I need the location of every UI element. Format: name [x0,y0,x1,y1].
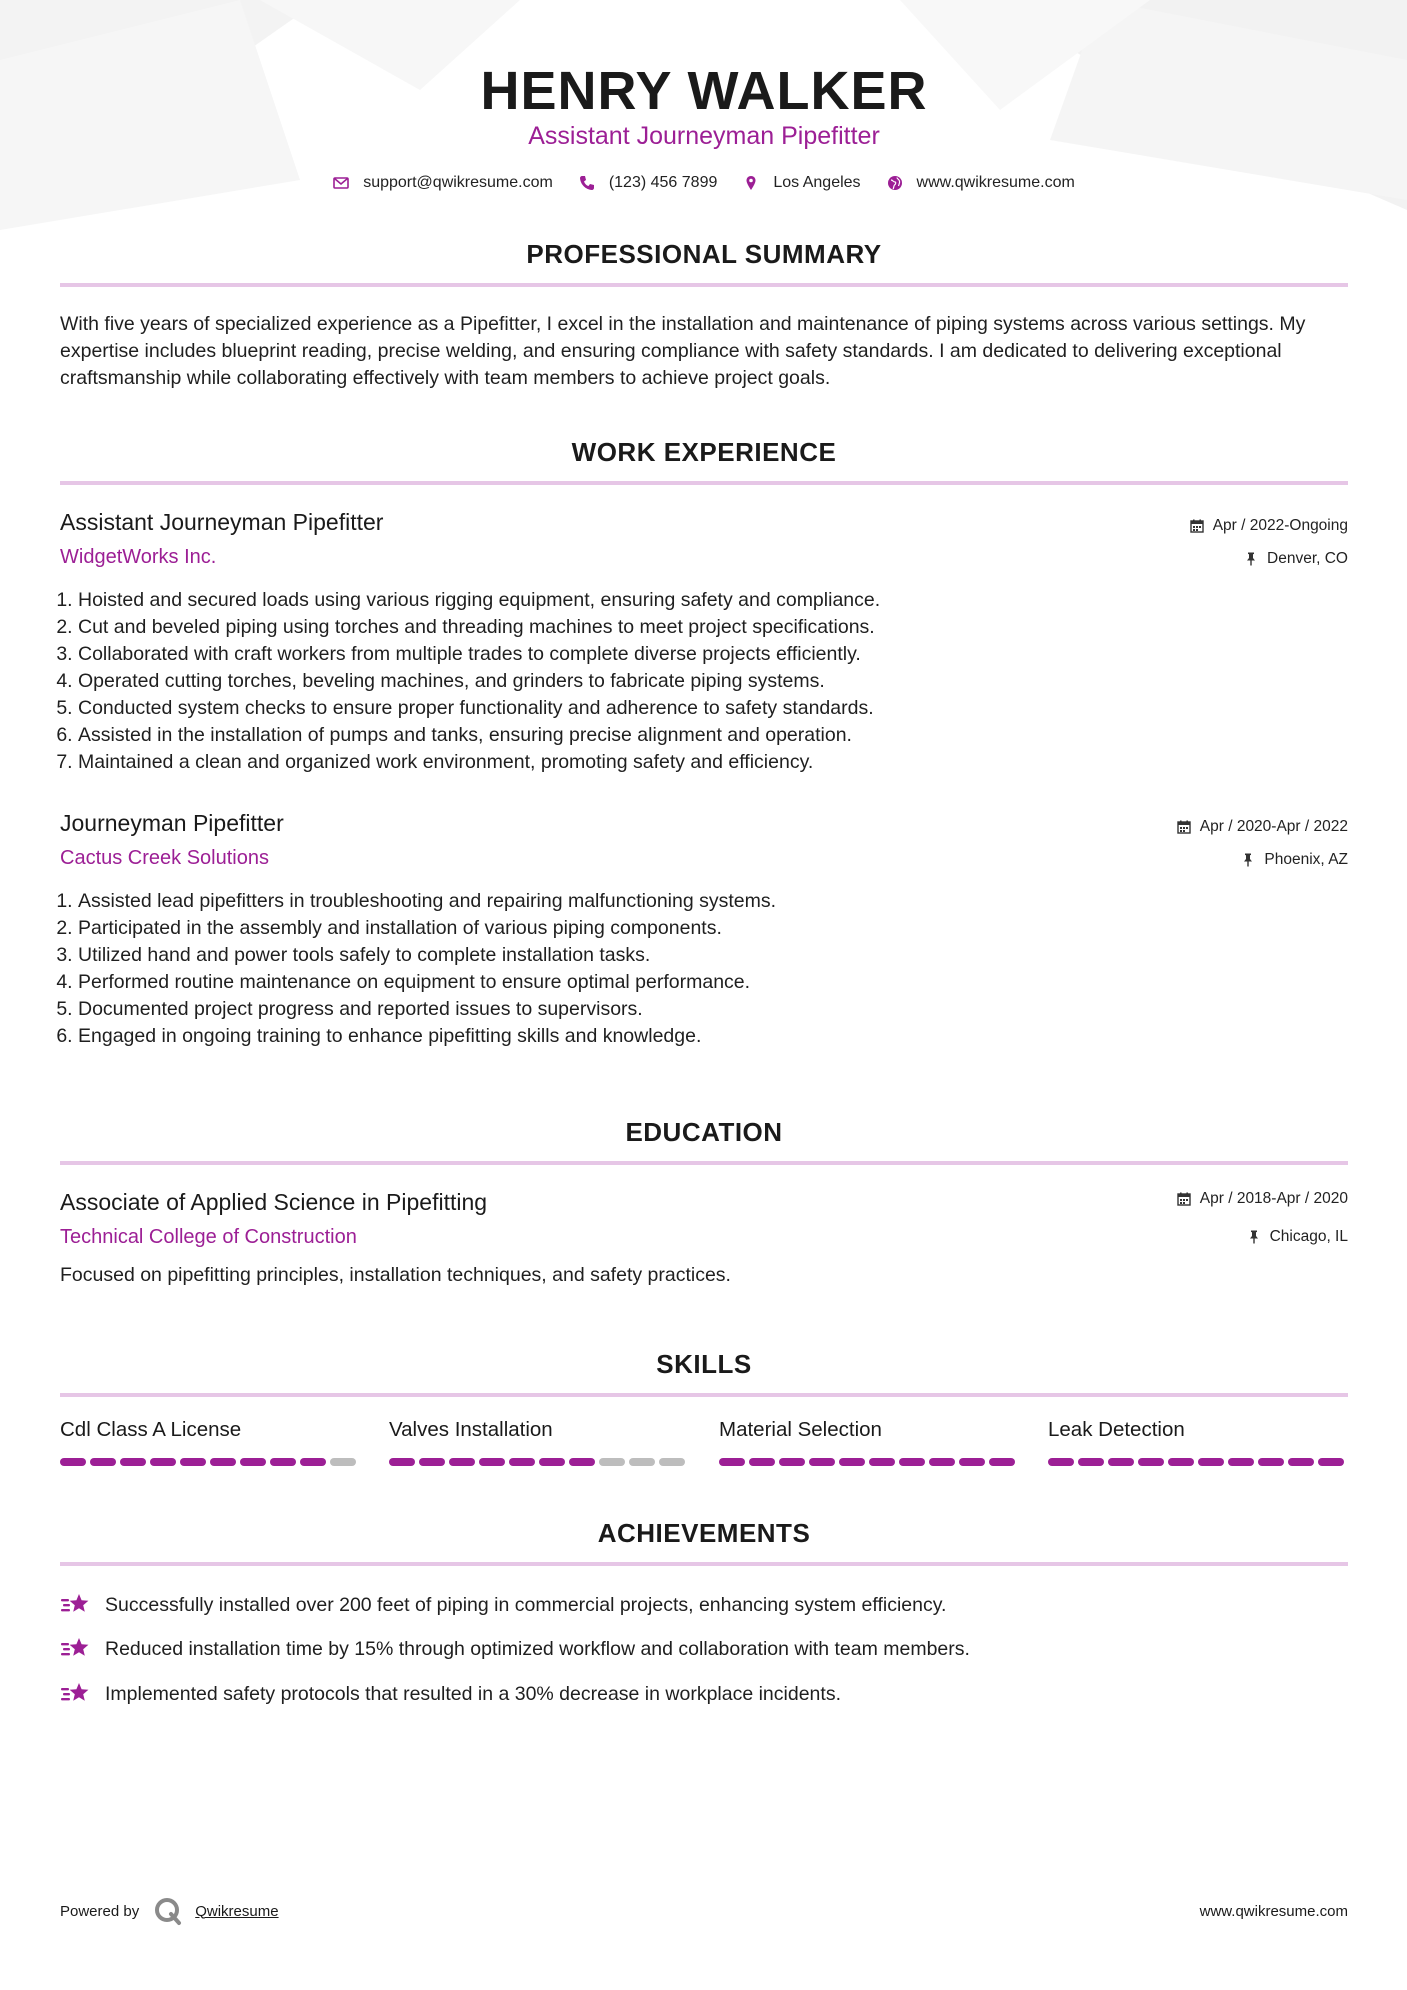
job-responsibilities [60,888,1348,1050]
list-item: 2. Participated in the assembly and installation of various piping components. [78,915,1348,942]
skill-dot-filled [150,1458,176,1466]
list-item: 4. Operated cutting torches, beveling machines, and grinders to fabricate piping systems. [78,668,1348,695]
candidate-role: Assistant Journeyman Pipefitter [528,122,880,150]
achievement-item [60,1635,970,1663]
achievement-text: Reduced installation time by 15% through optimized workflow and collaboration with team members. [105,1637,970,1660]
skill-item [1048,1418,1348,1466]
list-item: 1. Hoisted and secured loads using various rigging equipment, ensuring safety and compliance. [78,587,1348,614]
summary-divider [60,283,1348,287]
powered-by-label: Powered by [60,1902,140,1920]
skill-dot-filled [539,1458,565,1466]
degree-title: Associate of Applied Science in Pipefitting [60,1189,488,1215]
skill-level-bar [719,1458,1019,1466]
contact-email[interactable] [333,174,553,192]
skill-dot-filled [120,1458,146,1466]
skill-dot-filled [479,1458,505,1466]
skills-divider [60,1393,1348,1397]
qwikresume-link[interactable]: Qwikresume [195,1902,279,1920]
skill-dot-filled [449,1458,475,1466]
skill-dot-filled [389,1458,415,1466]
skill-item [719,1418,1019,1466]
email-text: support@qwikresume.com [363,174,553,191]
contact-website[interactable] [887,174,1075,192]
skill-dot-filled [270,1458,296,1466]
achievement-text: Implemented safety protocols that resulted in a 30% decrease in workplace incidents. [105,1682,841,1705]
skill-dot-filled [60,1458,86,1466]
job-dates [1190,517,1348,535]
calendar-icon [1190,519,1204,533]
education-heading: EDUCATION [625,1117,783,1147]
pushpin-icon [1241,853,1255,867]
footer [60,1896,1348,1926]
skill-dot-empty [330,1458,356,1466]
calendar-icon [1177,1192,1191,1206]
job-dates-text: Apr / 2022-Ongoing [1212,517,1348,534]
phone-icon [579,175,595,191]
skill-dot-filled [210,1458,236,1466]
skill-name: Material Selection [719,1418,882,1441]
skill-level-bar [1048,1458,1348,1466]
skill-item [389,1418,689,1466]
contact-phone[interactable] [579,174,718,192]
skill-dot-filled [180,1458,206,1466]
education-divider [60,1161,1348,1165]
job-location [1241,851,1348,869]
skill-dot-filled [839,1458,865,1466]
education-location [1247,1228,1348,1246]
education-description: Focused on pipefitting principles, installation techniques, and safety practices. [60,1264,731,1286]
phone-text: (123) 456 7899 [608,174,718,191]
pushpin-icon [1244,552,1258,566]
skills-heading: SKILLS [656,1349,752,1379]
skill-dot-filled [749,1458,775,1466]
list-item: 7. Maintained a clean and organized work environment, promoting safety and efficiency. [78,749,1348,776]
pushpin-icon [1247,1230,1261,1244]
globe-icon [887,175,903,191]
skill-dot-filled [509,1458,535,1466]
skill-dot-filled [1138,1458,1164,1466]
school-name: Technical College of Construction [60,1226,357,1248]
summary-text: With five years of specialized experience as a Pipefitter, I excel in the installation and maintenance of piping systems across various settings. My expertise includes blueprint reading, precise welding, and ensuring compliance with safety standards. I am dedicated to delivering exceptional craftsmanship while collaborating effectively with team members to achieve project goals. [60,313,1306,389]
skill-dot-filled [809,1458,835,1466]
achievements-heading: ACHIEVEMENTS [597,1518,811,1548]
list-item: 2. Cut and beveled piping using torches and threading machines to meet project specifications. [78,614,1348,641]
shooting-star-icon [60,1635,92,1663]
envelope-icon [333,175,349,191]
list-item: 6. Engaged in ongoing training to enhance pipefitting skills and knowledge. [78,1023,1348,1050]
list-item: 3. Utilized hand and power tools safely to complete installation tasks. [78,942,1348,969]
skill-dot-filled [1318,1458,1344,1466]
skill-dot-filled [1228,1458,1254,1466]
achievement-item [60,1591,946,1619]
job-location [1244,550,1348,568]
skill-dot-filled [899,1458,925,1466]
education-location-text: Chicago, IL [1269,1228,1348,1245]
list-item: 4. Performed routine maintenance on equipment to ensure optimal performance. [78,969,1348,996]
achievement-text: Successfully installed over 200 feet of piping in commercial projects, enhancing system efficiency. [105,1593,947,1616]
qwikresume-logo-icon [153,1896,183,1926]
skill-item [60,1418,360,1466]
job-title: Journeyman Pipefitter [60,810,284,836]
job-location-text: Phoenix, AZ [1264,851,1348,868]
skill-dot-filled [1048,1458,1074,1466]
skill-dot-filled [719,1458,745,1466]
list-item: 6. Assisted in the installation of pumps and tanks, ensuring precise alignment and operation. [78,722,1348,749]
calendar-icon [1177,820,1191,834]
contact-bar [60,174,1348,192]
skill-dot-filled [779,1458,805,1466]
skill-dot-filled [300,1458,326,1466]
achievements-divider [60,1562,1348,1566]
skill-dot-empty [659,1458,685,1466]
job-dates-text: Apr / 2020-Apr / 2022 [1199,818,1348,835]
map-pin-icon [743,175,759,191]
shooting-star-icon [60,1680,92,1708]
experience-divider [60,481,1348,485]
list-item: 3. Collaborated with craft workers from multiple trades to complete diverse projects efficiently. [78,641,1348,668]
shooting-star-icon [60,1591,92,1619]
location-text: Los Angeles [773,174,861,191]
summary-heading: PROFESSIONAL SUMMARY [526,239,882,269]
skill-dot-filled [1288,1458,1314,1466]
skill-level-bar [60,1458,360,1466]
achievement-item [60,1680,841,1708]
list-item: 5. Documented project progress and reported issues to supervisors. [78,996,1348,1023]
job-title: Assistant Journeyman Pipefitter [60,509,384,535]
list-item: 5. Conducted system checks to ensure proper functionality and adherence to safety standards. [78,695,1348,722]
list-item: 1. Assisted lead pipefitters in troubleshooting and repairing malfunctioning systems. [78,888,1348,915]
skill-dot-filled [1078,1458,1104,1466]
skill-name: Leak Detection [1048,1418,1185,1441]
skill-dot-filled [1198,1458,1224,1466]
skill-dot-filled [869,1458,895,1466]
skill-dot-filled [90,1458,116,1466]
job-responsibilities [60,587,1348,776]
skill-dot-filled [569,1458,595,1466]
website-text: www.qwikresume.com [916,174,1075,191]
skill-dot-empty [629,1458,655,1466]
skill-dot-empty [599,1458,625,1466]
skill-dot-filled [419,1458,445,1466]
education-dates-text: Apr / 2018-Apr / 2020 [1199,1190,1348,1207]
skill-dot-filled [240,1458,266,1466]
experience-heading: WORK EXPERIENCE [571,437,837,467]
job-company: Cactus Creek Solutions [60,847,269,869]
job-location-text: Denver, CO [1267,550,1348,567]
skill-dot-filled [1258,1458,1284,1466]
contact-location [743,174,860,192]
skill-level-bar [389,1458,689,1466]
footer-url[interactable]: www.qwikresume.com [1199,1902,1348,1920]
skill-dot-filled [1108,1458,1134,1466]
job-company: WidgetWorks Inc. [60,546,217,568]
education-dates [1177,1190,1348,1208]
skill-dot-filled [929,1458,955,1466]
skill-dot-filled [1168,1458,1194,1466]
job-dates [1177,818,1348,836]
skill-name: Valves Installation [389,1418,553,1441]
skill-name: Cdl Class A License [60,1418,242,1441]
skill-dot-filled [959,1458,985,1466]
skill-dot-filled [989,1458,1015,1466]
candidate-name: HENRY WALKER [480,61,928,121]
